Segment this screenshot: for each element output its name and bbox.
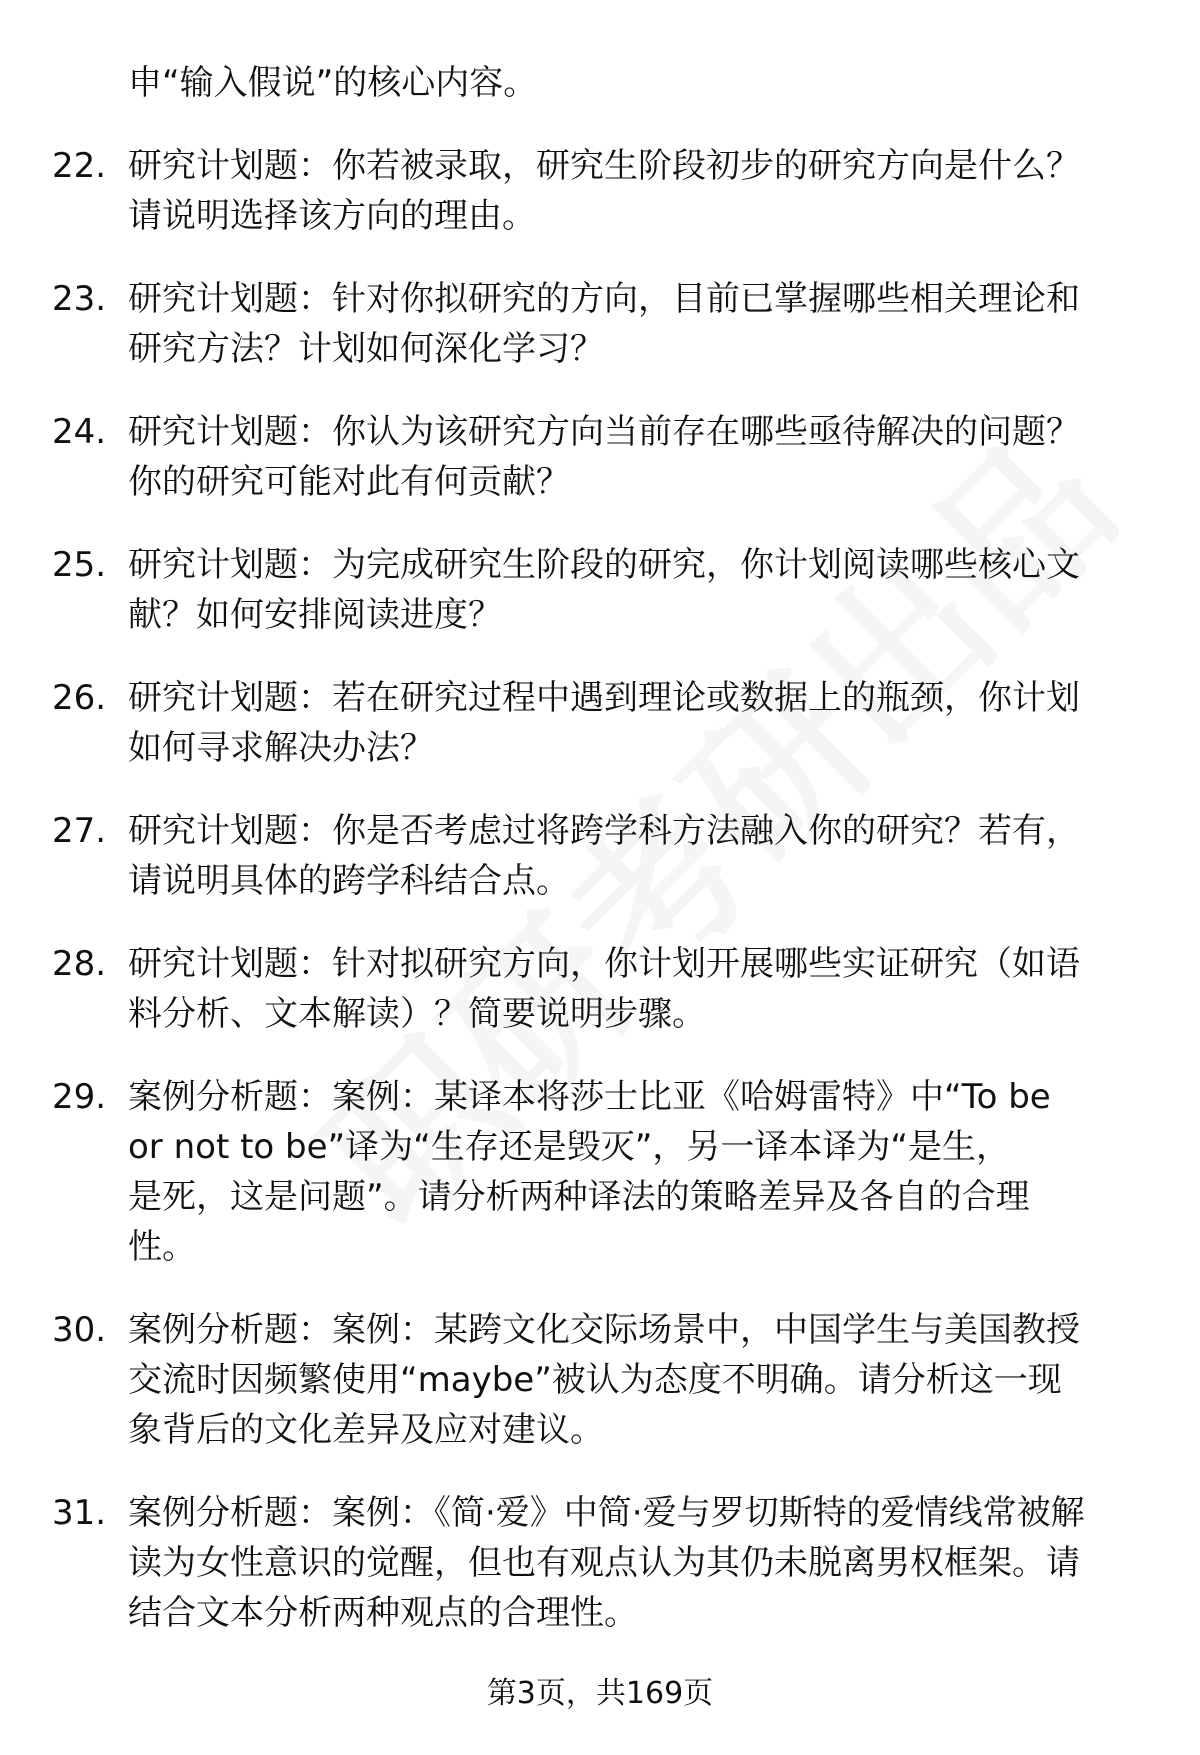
question-number: 23. bbox=[52, 279, 107, 319]
question-number: 24. bbox=[52, 412, 107, 452]
question-text-line: 研究计划题：若在研究过程中遇到理论或数据上的瓶颈，你计划 bbox=[128, 678, 1080, 718]
question-text-line: 是死，这是问题”。请分析两种译法的策略差异及各自的合理 bbox=[128, 1177, 1030, 1217]
question-text-line: 研究计划题：针对你拟研究的方向，目前已掌握哪些相关理论和 bbox=[128, 279, 1080, 319]
question-text-line: 如何寻求解决办法？ bbox=[128, 728, 434, 768]
question-text-line: 研究计划题：你若被录取，研究生阶段初步的研究方向是什么？ bbox=[128, 146, 1080, 186]
question-number: 25. bbox=[52, 545, 107, 585]
question-number: 29. bbox=[52, 1077, 107, 1117]
question-item bbox=[0, 540, 1200, 640]
page-footer: 第3页，共169页 bbox=[486, 1676, 714, 1711]
question-text-line: 性。 bbox=[128, 1227, 196, 1267]
question-number: 22. bbox=[52, 146, 107, 186]
question-text-line: or not to be”译为“生存还是毁灭”，另一译本译为“是生， bbox=[128, 1127, 1010, 1167]
question-item bbox=[0, 673, 1200, 773]
question-text-line: 案例分析题：案例：某跨文化交际场景中，中国学生与美国教授 bbox=[128, 1310, 1080, 1350]
question-item bbox=[0, 806, 1200, 906]
question-text-line: 献？如何安排阅读进度？ bbox=[128, 595, 502, 635]
question-number: 31. bbox=[52, 1493, 107, 1533]
question-text-line: 研究计划题：你是否考虑过将跨学科方法融入你的研究？若有， bbox=[128, 811, 1080, 851]
question-text-line: 研究方法？计划如何深化学习？ bbox=[128, 329, 604, 369]
question-text-line: 象背后的文化差异及应对建议。 bbox=[128, 1410, 604, 1450]
question-text-line: 你的研究可能对此有何贡献？ bbox=[128, 462, 570, 502]
question-item bbox=[0, 939, 1200, 1039]
question-text-line: 研究计划题：针对拟研究方向，你计划开展哪些实证研究（如语 bbox=[128, 944, 1080, 984]
question-text-line: 研究计划题：你认为该研究方向当前存在哪些亟待解决的问题？ bbox=[128, 412, 1080, 452]
question-number: 27. bbox=[52, 811, 107, 851]
question-item bbox=[0, 1072, 1200, 1272]
question-item bbox=[0, 407, 1200, 507]
question-number: 28. bbox=[52, 944, 107, 984]
question-number: 30. bbox=[52, 1310, 107, 1350]
question-text-line: 研究计划题：为完成研究生阶段的研究，你计划阅读哪些核心文 bbox=[128, 545, 1080, 585]
question-text-line: 案例分析题：案例：《简·爱》中简·爱与罗切斯特的爱情线常被解 bbox=[128, 1493, 1085, 1533]
question-item bbox=[0, 141, 1200, 241]
question-text-line: 案例分析题：案例：某译本将莎士比亚《哈姆雷特》中“To be bbox=[128, 1077, 1051, 1117]
question-item bbox=[0, 1305, 1200, 1455]
question-item bbox=[0, 1488, 1200, 1638]
question-item bbox=[0, 274, 1200, 374]
question-text-line: 请说明具体的跨学科结合点。 bbox=[128, 861, 570, 901]
question-list bbox=[0, 58, 1200, 1638]
continuation-line: 申“输入假说”的核心内容。 bbox=[128, 63, 538, 103]
question-text-line: 料分析、文本解读）？简要说明步骤。 bbox=[128, 994, 706, 1034]
question-text-line: 读为女性意识的觉醒，但也有观点认为其仍未脱离男权框架。请 bbox=[128, 1543, 1080, 1583]
question-text-line: 请说明选择该方向的理由。 bbox=[128, 196, 536, 236]
question-number: 26. bbox=[52, 678, 107, 718]
question-text-line: 结合文本分析两种观点的合理性。 bbox=[128, 1593, 638, 1633]
question-text-line: 交流时因频繁使用“maybe”被认为态度不明确。请分析这一现 bbox=[128, 1360, 1062, 1400]
